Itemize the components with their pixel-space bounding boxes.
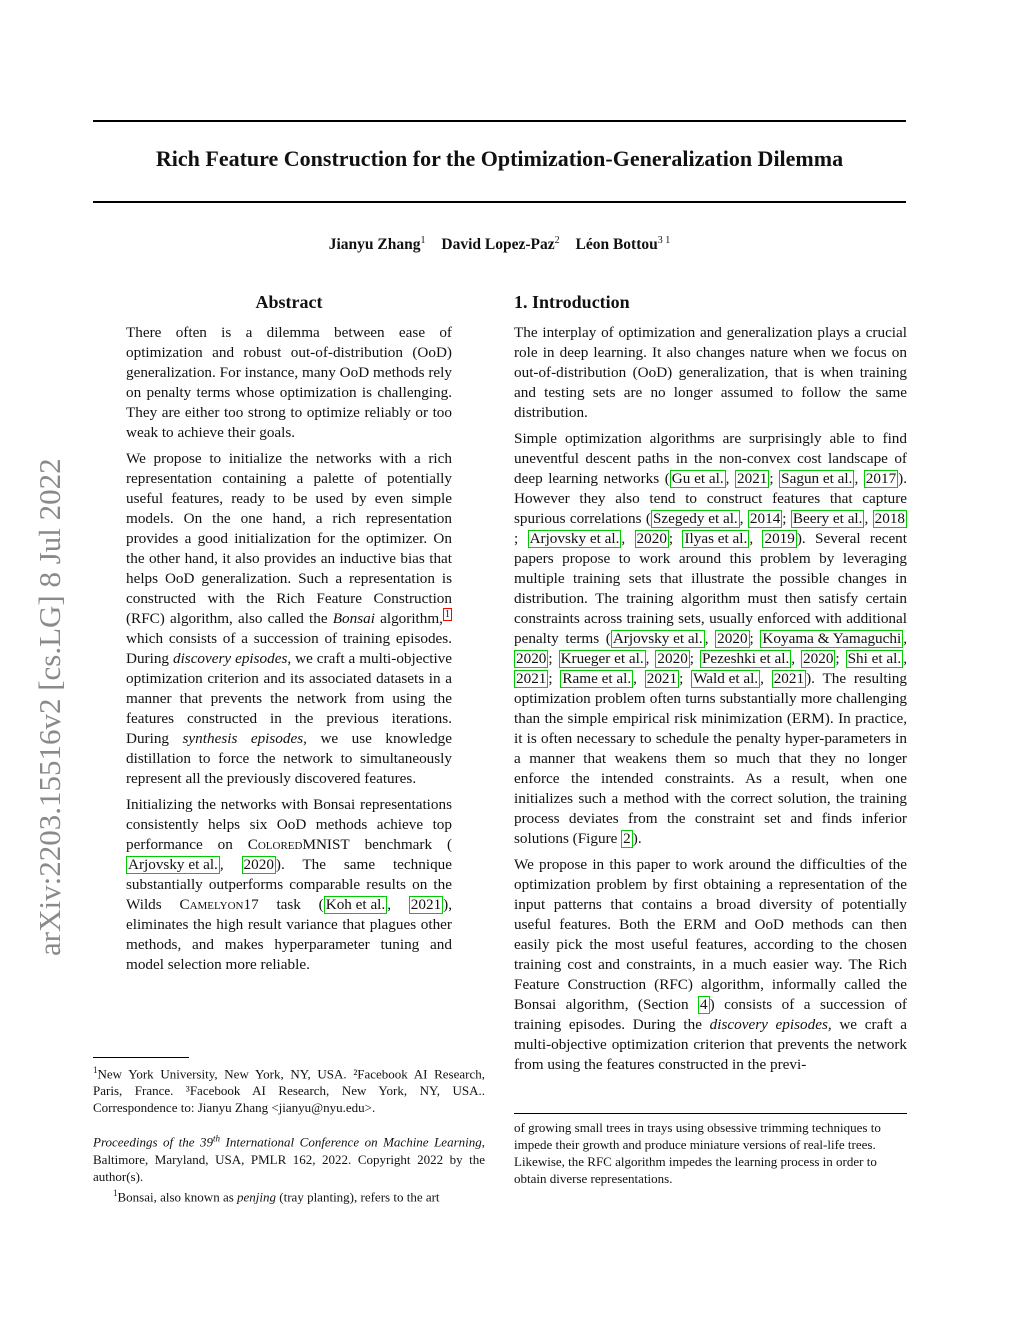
citation-link[interactable]: Koh et al. [325, 896, 386, 913]
citation-link[interactable]: Ilyas et al. [684, 530, 748, 547]
affiliation-footnote: $^1$New York University, New York, NY, USA. ²Facebook AI Research, Paris, France. ³Facebook AI Research, New York, NY, USA.. Correspondence to: Jianyu Zhang <jianyu@nyu.edu>. [93, 1065, 485, 1116]
citation-link[interactable]: Beery et al. [792, 510, 863, 527]
abstract-paragraph: Initializing the networks with Bonsai representations consistently helps six OoD methods achieve top performance on ColoredMNIST benchmark (Arjovsky et al. , 2020 ). The same technique substantially outperforms comparable results on the Wilds Camelyon17 task ( Koh et al. , 2021 ), eliminates the high result variance that plagues other methods, and makes hyperparameter tuning and model selection more reliable. [126, 796, 453, 973]
citation-link[interactable]: Krueger et al. [560, 650, 644, 667]
author: Léon Bottou$^{3 1}$ [575, 235, 671, 254]
citation-link[interactable]: 2020 [243, 856, 274, 873]
intro-paragraph: Simple optimization algorithms are surprisingly able to find uneventful descent paths in the non-convex cost landscape of deep learning networks ( Gu et al. , 2021 ; Sagun et al. , 2017 ). However they also tend to construct features that capture spurious correlations ( Szegedy et al. , 2014 ; Beery et al. , 2018; Arjovsky et al. , 2020 ; Ilyas et al. , 2019 ). Several recent papers propose to work around this problem by leveraging multiple training sets that illustrate the possible changes in distribution. The training algorithm must then satisfy certain constraints across training sets, usually enforced with additional penalty terms ( Arjovsky et al. , 2020 ; Koyama & Yamaguchi , 2020 ; Krueger et al. , 2020 ; Pezeshki et al. , 2020 ; Shi et al. , 2021 ; Rame et al. , 2021 ; Wald et al. , 2021 ). The resulting optimization problem often turns substantially more challenging than the simple empirical risk minimization (ERM). In practice, it is often necessary to schedule the penalty hyper-parameters in a manner that weakens them so much that they no longer enforce the intended constraints. As a result, when one initializes such a method with the correct solution, the training process deviates from the constraint set and finds inferior solutions (Figure 2 ). [514, 430, 908, 847]
arxiv-stamp: arXiv:2203.15516v2 [cs.LG] 8 Jul 2022 [32, 458, 67, 956]
abstract-paragraph: There often is a dilemma between ease of optimization and robust out-of-distribution (OoD) generalization. For instance, many OoD methods rely on penalty terms whose optimization is challenging. They are either too strong to optimize reliably or too weak to achieve their goals. [126, 324, 452, 441]
left-column [126, 288, 452, 981]
footnote-rule [514, 1113, 907, 1114]
citation-link[interactable]: 2020 [516, 650, 547, 667]
citation-link[interactable]: 2021 [646, 670, 678, 687]
footnote-link[interactable]: 1 [444, 608, 450, 620]
citation-link[interactable]: Arjovsky et al. [128, 856, 218, 873]
citation-link[interactable]: Wald et al. [693, 670, 759, 687]
citation-link[interactable]: Shi et al. [847, 650, 902, 667]
citation-link[interactable]: Rame et al. [562, 670, 632, 687]
footnote-rule [93, 1057, 189, 1058]
abstract-heading: Abstract [255, 292, 323, 312]
intro-paragraph: We propose in this paper to work around the difficulties of the optimization problem by first obtaining a representation of the input patterns that contains a broad diversity of potentially useful features. Both the ERM and OoD methods can then easily pick the most useful features, according to the chosen training cost and constraints, in a much easier way. The Rich Feature Construction (RFC) algorithm, informally called the Bonsai algorithm, (Section 4 ) consists of a succession of training episodes. During the discovery episodes, we craft a multi-objective optimization criterion that prevents the network from using the features constructed in the previ- [514, 856, 907, 1073]
footnote-continuation [514, 1113, 907, 1187]
author-list [93, 235, 906, 254]
author: Jianyu Zhang$^1$ [328, 235, 426, 254]
abstract-paragraph: We propose to initialize the networks with a rich representation containing a palette of potentially useful features, ready to be used by even simple models. On the one hand, a rich representation provides a good initialization for the optimizer. On the other hand, it also provides an inductive bias that helps OoD generalization. Such a representation is constructed with the Rich Feature Construction (RFC) algorithm, also called the Bonsai algorithm, $^1$ which consists of a succession of training episodes. During discovery episodes, we craft a multi-objective optimization criterion and its associated datasets in a manner that prevents the network from using the features constructed in the previous iterations. During synthesis episodes, we use knowledge distillation to force the network to simultaneously represent all the previously discovered features. [126, 450, 452, 787]
intro-paragraph: The interplay of optimization and generalization plays a crucial role in deep learning. It also changes nature when we focus on out-of-distribution (OoD) generalization, that is when training and testing sets are no longer assumed to follow the same distribution. [514, 324, 907, 421]
citation-link[interactable]: 2019 [764, 530, 795, 547]
citation-link[interactable]: 2018 [874, 510, 905, 527]
citation-link[interactable]: 2020 [657, 650, 688, 667]
introduction-heading: 1. Introduction [514, 292, 630, 312]
paper-title: Rich Feature Construction for the Optimization-Generalization Dilemma [155, 146, 844, 171]
citation-link[interactable]: 2020 [803, 650, 834, 667]
bonsai-footnote: $^1$Bonsai, also known as penjing (tray planting), refers to the art [113, 1187, 440, 1204]
proceedings-note: Proceedings of the 39th International Conference on Machine Learning, Baltimore, Maryland, USA, PMLR 162, 2022. Copyright 2022 by the author(s). [93, 1133, 485, 1184]
footnotes-left [93, 1057, 485, 1205]
citation-link[interactable]: Pezeshki et al. [701, 650, 790, 667]
citation-link[interactable]: 2014 [749, 510, 781, 527]
citation-link[interactable]: Koyama & Yamaguchi [762, 630, 902, 647]
footnote-text: of growing small trees in trays using obsessive trimming techniques to impede their growth and produce miniature versions of real-life trees. Likewise, the RFC algorithm impedes the learning process in order to obtain diverse representations. [514, 1120, 881, 1186]
citation-link[interactable]: Arjovsky et al. [529, 530, 620, 547]
figure-link[interactable]: 2 [623, 830, 631, 847]
citation-link[interactable]: Gu et al. [671, 470, 724, 487]
citation-link[interactable]: 2021 [410, 896, 442, 913]
citation-link[interactable]: 2020 [717, 630, 748, 647]
section-link[interactable]: 4 [700, 996, 708, 1013]
citation-link[interactable]: 2017 [865, 470, 897, 487]
citation-link[interactable]: 2020 [636, 530, 667, 547]
author: David Lopez-Paz$^2$ [441, 235, 560, 254]
right-column [514, 288, 907, 1081]
title-rule-bottom [93, 201, 906, 203]
citation-link[interactable]: 2021 [516, 670, 547, 687]
citation-link[interactable]: Arjovsky et al. [612, 630, 703, 647]
citation-link[interactable]: Szegedy et al. [652, 510, 738, 527]
title-rule-top [93, 120, 906, 122]
citation-link[interactable]: Sagun et al. [781, 470, 853, 487]
citation-link[interactable]: 2021 [773, 670, 805, 687]
citation-link[interactable]: 2021 [737, 470, 768, 487]
